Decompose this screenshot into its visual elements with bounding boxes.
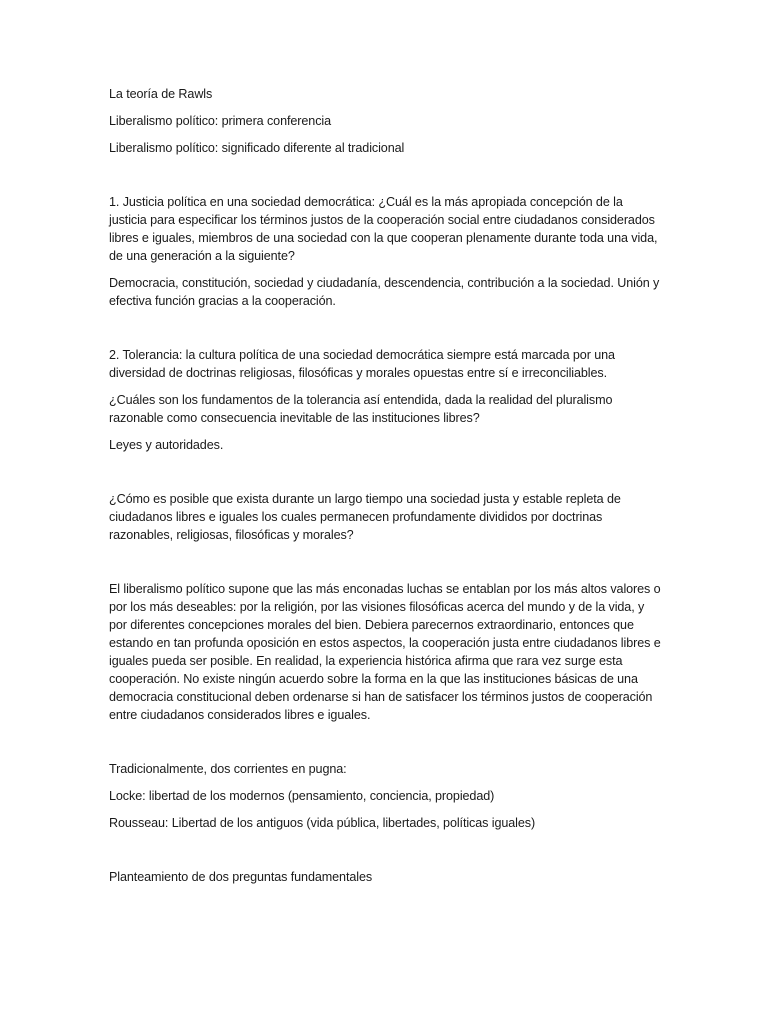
subtitle-different-meaning: Liberalismo político: significado diferente al tradicional xyxy=(109,141,405,155)
document-body xyxy=(109,85,661,886)
locke-line: Locke: libertad de los modernos (pensamiento, conciencia, propiedad) xyxy=(109,789,495,803)
tolerance-question-paragraph: ¿Cuáles son los fundamentos de la tolerancia así entendida, dada la realidad del pluralismo razonable como consecuencia inevitable de las instituciones libres? xyxy=(109,393,613,425)
traditional-currents-intro: Tradicionalmente, dos corrientes en pugna: xyxy=(109,762,347,776)
subtitle-first-lecture: Liberalismo político: primera conferencia xyxy=(109,114,331,128)
closing-line: Planteamiento de dos preguntas fundamentales xyxy=(109,870,373,884)
tolerance-paragraph: 2. Tolerancia: la cultura política de una sociedad democrática siempre está marcada por una diversidad de doctrinas religiosas, filosóficas y morales opuestas entre sí e irreconciliables. xyxy=(109,348,615,380)
document-title: La teoría de Rawls xyxy=(109,87,213,101)
political-liberalism-paragraph: El liberalismo político supone que las más enconadas luchas se entablan por los más altos valores o por los más deseables: por la religión, por las visiones filosóficas acerca del mundo y de la vida, y por diferentes concepciones morales del bien. Debiera parecernos extraordinario, entonces que estando en tan profunda oposición en estos aspectos, la cooperación justa entre ciudadanos libres e iguales pueda ser posible. En realidad, la experiencia histórica afirma que rara vez surge esta cooperación. No existe ningún acuerdo sobre la forma en la que las instituciones básicas de una democracia constitucional deben ordenarse si han de satisfacer los términos justos de cooperación entre ciudadanos considerados libres e iguales. xyxy=(109,582,661,722)
rousseau-line: Rousseau: Libertad de los antiguos (vida pública, libertades, políticas iguales) xyxy=(109,816,536,830)
tolerance-answer-paragraph: Leyes y autoridades. xyxy=(109,438,224,452)
stability-question-paragraph: ¿Cómo es posible que exista durante un largo tiempo una sociedad justa y estable repleta de ciudadanos libres e iguales los cuales permanecen profundamente divididos por doctrinas razonables, religiosas, filosóficas y morales? xyxy=(109,492,621,542)
justice-answer-paragraph: Democracia, constitución, sociedad y ciudadanía, descendencia, contribución a la sociedad. Unión y efectiva función gracias a la cooperación. xyxy=(109,276,660,308)
justice-question-paragraph: 1. Justicia política en una sociedad democrática: ¿Cuál es la más apropiada concepción de la justicia para especificar los términos justos de la cooperación social entre ciudadanos considerados libres e iguales, miembros de una sociedad con la que cooperan plenamente durante toda una vida, de una generación a la siguiente? xyxy=(109,195,658,263)
